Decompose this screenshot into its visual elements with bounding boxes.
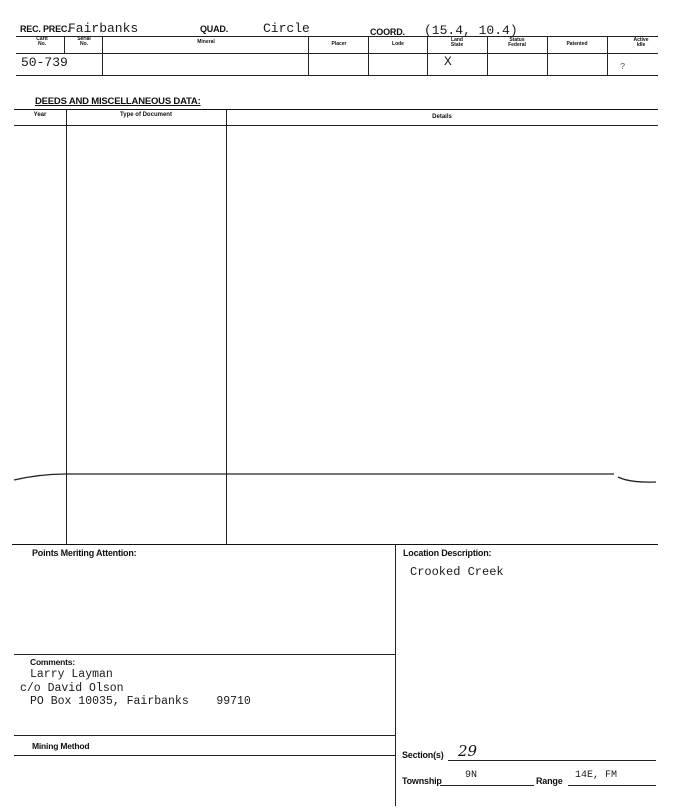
- details-header: Details: [432, 114, 452, 120]
- township-value: 9N: [465, 770, 478, 781]
- township-label: Township: [402, 776, 442, 786]
- land-state-mark: X: [444, 54, 452, 69]
- card-no-header: Card No.: [36, 36, 48, 47]
- coord-value: (15.4, 10.4): [424, 23, 518, 38]
- mining-method-label: Mining Method: [32, 741, 90, 751]
- comments-bottom-line: [14, 735, 395, 736]
- column-header-line: [16, 53, 658, 54]
- header-line: [16, 36, 658, 37]
- range-underline: [568, 785, 656, 786]
- active-idle-header: Active Idle: [633, 37, 649, 48]
- lode-header: Lode: [392, 41, 404, 47]
- location-description-label: Location Description:: [403, 548, 492, 558]
- sep-2: [102, 37, 103, 75]
- deeds-top-line: [14, 109, 658, 110]
- sep-3: [308, 37, 309, 75]
- range-label: Range: [536, 776, 563, 786]
- comments-label: Comments:: [30, 657, 75, 667]
- sep-4: [368, 37, 369, 75]
- active-idle-mark: ?: [620, 62, 626, 72]
- fold-line: [0, 466, 678, 486]
- land-state-header: Land State: [450, 37, 464, 48]
- township-underline: [440, 785, 534, 786]
- mineral-header: Mineral: [197, 39, 215, 45]
- location-description-value: Crooked Creek: [410, 565, 504, 579]
- quad-value: Circle: [263, 21, 310, 36]
- deeds-title: DEEDS AND MISCELLANEOUS DATA:: [35, 96, 201, 107]
- points-meriting-attention-label: Points Meriting Attention:: [32, 548, 137, 558]
- rec-prec-value: Fairbanks: [68, 21, 139, 36]
- lower-divider: [395, 544, 396, 806]
- serial-no-header: Serial No.: [77, 36, 91, 47]
- sep-6: [487, 37, 488, 75]
- range-value: 14E, FM: [575, 770, 618, 781]
- sep-1: [64, 37, 65, 53]
- card-no-value: 50-739: [21, 55, 68, 70]
- comments-line-2: c/o David Olson: [20, 682, 124, 695]
- deeds-bottom-line: [12, 544, 658, 545]
- quad-label: QUAD.: [200, 24, 228, 34]
- mining-method-line: [14, 755, 395, 756]
- rec-prec-label: REC. PREC.: [20, 24, 70, 34]
- patented-header: Patented: [566, 41, 588, 47]
- section-underline: [448, 760, 656, 761]
- sep-7: [547, 37, 548, 75]
- sep-5: [427, 37, 428, 75]
- type-of-document-header: Type of Document: [120, 112, 172, 118]
- comments-line-3: PO Box 10035, Fairbanks 99710: [30, 695, 251, 708]
- section-value: 29: [458, 742, 478, 760]
- deeds-header-line: [14, 125, 658, 126]
- comments-line-1: Larry Layman: [30, 668, 113, 681]
- record-bottom-line: [16, 75, 658, 76]
- status-federal-header: Status Federal: [508, 37, 526, 48]
- points-bottom-line: [14, 654, 395, 655]
- sep-8: [607, 37, 608, 75]
- placer-header: Placer: [331, 41, 347, 47]
- coord-label: COORD.: [370, 27, 405, 37]
- year-header: Year: [33, 112, 47, 118]
- section-label: Section(s): [402, 750, 444, 760]
